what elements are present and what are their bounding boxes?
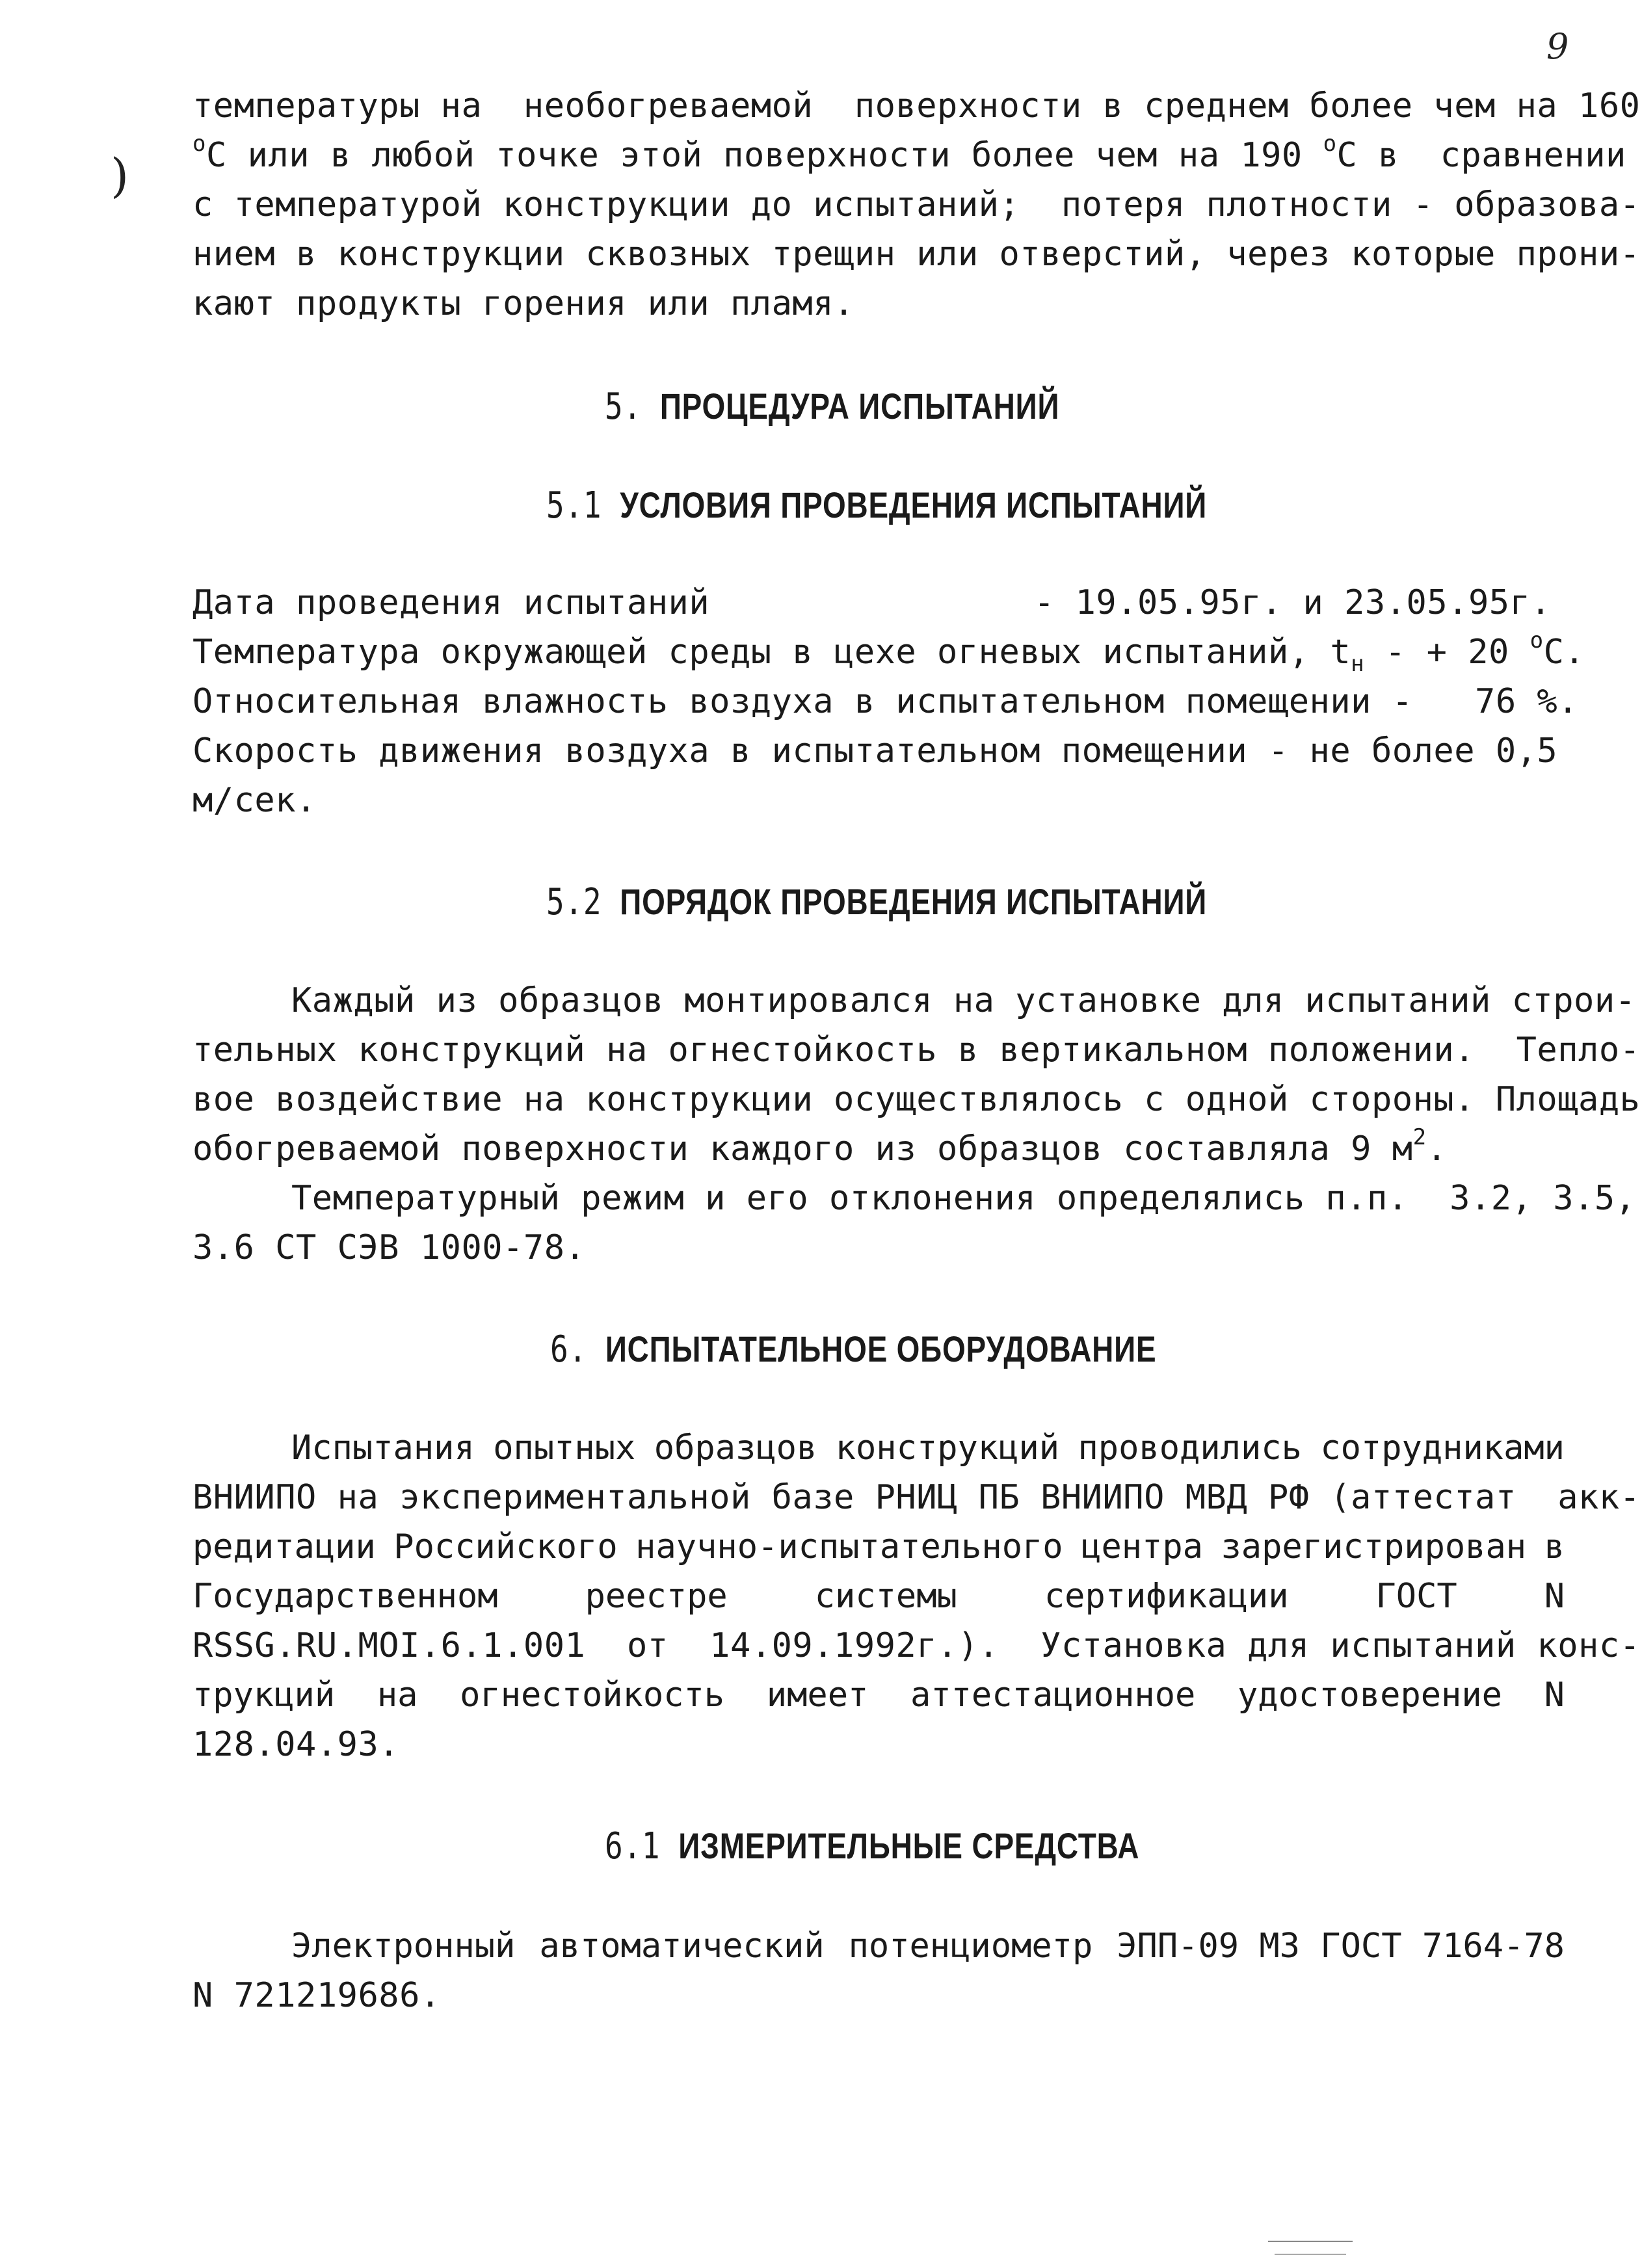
section-title: ПОРЯДОК ПРОВЕДЕНИЯ ИСПЫТАНИЙ — [620, 881, 1208, 922]
square-superscript: 2 — [1412, 1124, 1427, 1150]
procedure-line-3: вое воздействие на конструкции осуществлялось с одной стороны. Площадь — [192, 1080, 1641, 1119]
test-date-label: Дата проведения испытаний — [192, 583, 710, 622]
equipment-line-5: RSSG.RU.MOI.6.1.001 от 14.09.1992г.). Установка для испытаний конс- — [192, 1626, 1641, 1665]
procedure-line-5: Температурный режим и его отклонения определялись п.п. 3.2, 3.5, — [291, 1179, 1636, 1218]
word: потенциометр — [848, 1927, 1093, 1966]
word: Государственном — [192, 1577, 498, 1616]
instruments-line-2: N 721219686. — [192, 1976, 441, 2015]
word: N — [1544, 1577, 1565, 1616]
temperature-unit: С. — [1543, 633, 1585, 672]
section-number: 6.1 — [605, 1825, 661, 1867]
section-title: ИЗМЕРИТЕЛЬНЫЕ СРЕДСТВА — [678, 1825, 1140, 1866]
degree-sign: o — [1529, 627, 1544, 653]
word: на — [377, 1676, 418, 1715]
section-5-heading — [605, 384, 1059, 430]
equipment-line-4 — [192, 1575, 1565, 1618]
scan-speck — [1275, 2254, 1346, 2255]
intro-line-5: кают продукты горения или пламя. — [192, 284, 854, 323]
intro-line-2a: С или в любой точке этой поверхности более чем на 190 — [205, 136, 1303, 175]
word: реестре — [585, 1577, 728, 1616]
degree-sign: o — [192, 131, 206, 157]
ambient-temperature-value: - + 20 — [1364, 633, 1509, 672]
ambient-temperature — [192, 627, 1585, 677]
intro-line-3: с температурой конструкции до испытаний; потеря плотности - образова- — [192, 185, 1641, 224]
procedure-line-6: 3.6 СТ СЭВ 1000-78. — [192, 1228, 586, 1267]
section-number: 6. — [550, 1328, 587, 1371]
word: центра — [1081, 1527, 1203, 1566]
margin-mark: ) — [111, 148, 129, 203]
word: сертификации — [1044, 1577, 1289, 1616]
procedure-line-2: тельных конструкций на огнестойкость в вертикальном положении. Тепло- — [192, 1031, 1641, 1070]
word: аттестационное — [910, 1676, 1196, 1715]
word: системы — [814, 1577, 957, 1616]
ambient-temperature-label: Температура окружающей среды в цехе огневых испытаний, t — [192, 633, 1351, 672]
word: Электронный — [291, 1927, 516, 1966]
word: образцов — [654, 1429, 817, 1468]
word: опытных — [493, 1429, 636, 1468]
air-speed: Скорость движения воздуха в испытательном помещении - не более 0,5 — [192, 732, 1558, 771]
intro-line-1: температуры на необогреваемой поверхности в среднем более чем на 160 — [192, 86, 1641, 125]
word: имеет — [766, 1676, 869, 1715]
section-number: 5. — [605, 386, 642, 428]
equipment-line-3 — [192, 1525, 1565, 1568]
word: сотрудниками — [1320, 1429, 1565, 1468]
procedure-line-1: Каждый из образцов монтировался на установке для испытаний строи- — [291, 981, 1636, 1020]
procedure-line-4-text: обогреваемой поверхности каждого из образцов составляла 9 м — [192, 1129, 1413, 1168]
word: N — [1544, 1676, 1565, 1715]
word: зарегистрирован — [1221, 1527, 1527, 1566]
intro-line-2 — [192, 131, 1626, 177]
instruments-line-1 — [291, 1925, 1565, 1968]
section-5-2-heading — [546, 879, 1207, 925]
relative-humidity: Относительная влажность воздуха в испытательном помещении - 76 %. — [192, 682, 1579, 721]
word: конструкций — [835, 1429, 1060, 1468]
equipment-line-7: 128.04.93. — [192, 1725, 400, 1764]
degree-sign: o — [1323, 131, 1337, 157]
word: Российского — [393, 1527, 618, 1566]
word: ЭПП-09 МЗ ГОСТ 7164-78 — [1117, 1927, 1565, 1966]
word: огнестойкость — [460, 1676, 725, 1715]
word: автоматический — [539, 1927, 825, 1966]
equipment-line-6 — [192, 1674, 1565, 1717]
word: Испытания — [291, 1429, 475, 1468]
equipment-line-2: ВНИИПО на экспериментальной базе РНИЦ ПБ ВНИИПО МВД РФ (аттестат акк- — [192, 1478, 1641, 1517]
section-6-heading — [550, 1326, 1156, 1373]
section-number: 5.1 — [546, 484, 602, 527]
page-number: 9 — [1546, 26, 1569, 67]
word: ГОСТ — [1375, 1577, 1457, 1616]
word: редитации — [192, 1527, 376, 1566]
intro-line-2b: С в сравнении — [1336, 136, 1626, 175]
section-title: ПРОЦЕДУРА ИСПЫТАНИЙ — [659, 386, 1060, 427]
section-6-1-heading — [605, 1823, 1139, 1869]
section-5-1-heading — [546, 482, 1207, 529]
word: в — [1544, 1527, 1565, 1566]
test-date-value: - 19.05.95г. и 23.05.95г. — [1034, 583, 1552, 622]
word: научно-испытательного — [635, 1527, 1063, 1566]
word: трукций — [192, 1676, 336, 1715]
section-title: УСЛОВИЯ ПРОВЕДЕНИЯ ИСПЫТАНИЙ — [620, 484, 1208, 525]
section-title: ИСПЫТАТЕЛЬНОЕ ОБОРУДОВАНИЕ — [605, 1328, 1157, 1369]
intro-line-4: нием в конструкции сквозных трещин или отверстий, через которые прони- — [192, 235, 1641, 274]
equipment-line-1 — [291, 1427, 1565, 1470]
section-number: 5.2 — [546, 881, 602, 923]
temperature-subscript: н — [1351, 651, 1365, 677]
procedure-line-4 — [192, 1124, 1448, 1170]
procedure-line-4-end: . — [1426, 1129, 1448, 1168]
word: проводились — [1078, 1429, 1302, 1468]
air-speed-unit: м/сек. — [192, 781, 317, 820]
word: удостоверение — [1237, 1676, 1502, 1715]
scan-speck — [1268, 2241, 1353, 2242]
